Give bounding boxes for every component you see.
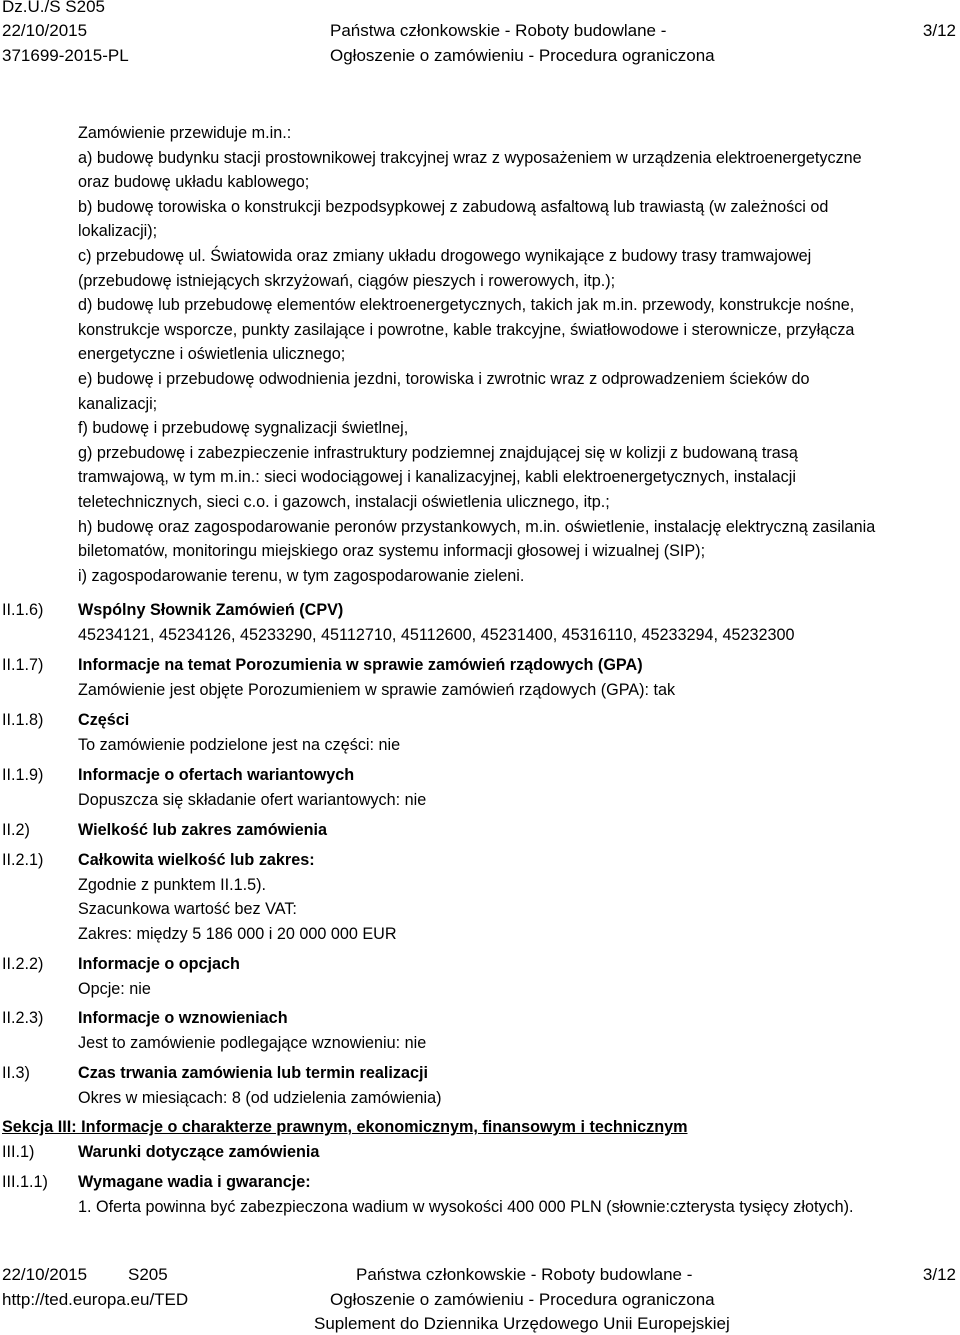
section-number: II.2.1) xyxy=(2,851,44,869)
section-cpv xyxy=(78,598,958,647)
scope-line: a) budowę budynku stacji prostownikowej trakcyjnej wraz z wyposażeniem w urządzenia elektroenergetyczne xyxy=(78,148,862,167)
section-number: II.1.9) xyxy=(2,766,44,784)
scope-line: oraz budowę układu kablowego; xyxy=(78,173,310,192)
footer-title-line3: Suplement do Dziennika Urzędowego Unii Europejskiej xyxy=(314,1314,730,1333)
section-duration xyxy=(78,1061,958,1110)
section-variants xyxy=(78,763,958,812)
section-number: II.2.3) xyxy=(2,1009,44,1027)
scope-line: energetyczne i oświetlenia ulicznego; xyxy=(78,345,346,364)
footer-url[interactable]: http://ted.europa.eu/TED xyxy=(2,1290,189,1309)
scope-line: b) budowę torowiska o konstrukcji bezpodsypkowej z zabudową asfaltową lub trawiastą (w zależności od xyxy=(78,197,829,216)
section-number: II.2) xyxy=(2,821,30,839)
document-id: 371699-2015-PL xyxy=(2,46,129,65)
section-lots xyxy=(78,708,958,757)
section-line: Okres w miesiącach: 8 (od udzielenia zamówienia) xyxy=(78,1088,442,1107)
scope-line: d) budowę lub przebudowę elementów elektroenergetycznych, takich jak m.in. przewody, konstrukcje nośne, xyxy=(78,296,855,315)
section-heading: Wspólny Słownik Zamówień (CPV) xyxy=(78,601,344,619)
section-number: II.1.7) xyxy=(2,656,44,674)
section-line: 45234121, 45234126, 45233290, 45112710, 45112600, 45231400, 45316110, 45233294, 45232300 xyxy=(78,625,795,644)
section-heading: Informacje o ofertach wariantowych xyxy=(78,766,355,784)
section-line: Jest to zamówienie podlegające wznowieniu: nie xyxy=(78,1033,427,1052)
section-renewals xyxy=(78,1006,958,1055)
header-title-line1: Państwa członkowskie - Roboty budowlane - xyxy=(330,21,667,40)
section-line: Dopuszcza się składanie ofert wariantowych: nie xyxy=(78,790,427,809)
section-line: To zamówienie podzielone jest na części: nie xyxy=(78,735,401,754)
scope-line: teletechnicznych, sieci c.o. i gazowch, instalacji oświetlenia ulicznego, itp.; xyxy=(78,492,610,511)
page-number: 3/12 xyxy=(922,21,956,40)
scope-description xyxy=(78,121,958,588)
scope-line: konstrukcje wsporcze, punkty zasilające i powrotne, kable trakcyjne, światłowodowe i sterownicze, przyłącza xyxy=(78,320,855,339)
scope-line: kanalizacji; xyxy=(78,394,158,413)
scope-line: Zamówienie przewiduje m.in.: xyxy=(78,124,292,142)
section-line: Szacunkowa wartość bez VAT: xyxy=(78,900,297,919)
section-heading: Części xyxy=(78,711,130,729)
section-number: II.1.6) xyxy=(2,601,44,619)
section-heading: Informacje o opcjach xyxy=(78,955,240,973)
section-heading: Wielkość lub zakres zamówienia xyxy=(78,821,328,839)
scope-line: i) zagospodarowanie terenu, w tym zagospodarowanie zieleni. xyxy=(78,566,525,585)
section-line: Zakres: między 5 186 000 i 20 000 000 EUR xyxy=(78,924,397,943)
section-heading: Informacje o wznowieniach xyxy=(78,1009,288,1027)
section-number: III.1.1) xyxy=(2,1173,48,1191)
section-quantity xyxy=(78,818,958,843)
footer-title-line2: Ogłoszenie o zamówieniu - Procedura ograniczona xyxy=(330,1290,715,1309)
section-heading: Czas trwania zamówienia lub termin realizacji xyxy=(78,1064,428,1082)
section-gpa xyxy=(78,653,958,702)
header-date: 22/10/2015 xyxy=(2,21,88,40)
footer-page-number: 3/12 xyxy=(922,1265,956,1284)
scope-line: tramwajową, w tym m.in.: sieci wodociągowej i kanalizacyjnej, kabli elektroenergetycznych, instalacji xyxy=(78,468,796,487)
scope-line: (przebudowę istniejących skrzyżowań, ciągów pieszych i rowerowych, itp.); xyxy=(78,271,616,290)
section-heading: Informacje na temat Porozumienia w sprawie zamówień rządowych (GPA) xyxy=(78,656,643,674)
section-heading: Warunki dotyczące zamówienia xyxy=(78,1143,320,1161)
scope-line: g) przebudowę i zabezpieczenie infrastruktury podziemnej znajdującej się w kolizji z budowaną trasą xyxy=(78,443,798,462)
section-number: II.2.2) xyxy=(2,955,44,973)
footer-title-line1: Państwa członkowskie - Roboty budowlane - xyxy=(356,1265,693,1284)
section-line: Zgodnie z punktem II.1.5). xyxy=(78,875,267,894)
section-line: Zamówienie jest objęte Porozumieniem w sprawie zamówień rządowych (GPA): tak xyxy=(78,680,676,699)
header-title-line2: Ogłoszenie o zamówieniu - Procedura ograniczona xyxy=(330,46,715,65)
section-line: Opcje: nie xyxy=(78,979,151,998)
section-line: 1. Oferta powinna być zabezpieczona wadium w wysokości 400 000 PLN (słownie:czterysta tysięcy złotych). xyxy=(78,1197,854,1216)
section-iii-title: Sekcja III: Informacje o charakterze prawnym, ekonomicznym, finansowym i technicznym xyxy=(2,1118,688,1136)
scope-line: biletomatów, monitoringu miejskiego oraz systemu informacji głosowej i wizualnej (SIP); xyxy=(78,542,706,561)
scope-line: e) budowę i przebudowę odwodnienia jezdni, torowiska i zwrotnic wraz z odprowadzeniem ścieków do xyxy=(78,369,810,388)
section-number: II.3) xyxy=(2,1064,30,1082)
journal-ref: Dz.U./S S205 xyxy=(2,0,105,16)
section-number: III.1) xyxy=(2,1143,35,1161)
scope-line: c) przebudowę ul. Światowida oraz zmiany układu drogowego wynikające z budowy trasy tramwajowej xyxy=(78,246,812,265)
section-deposits xyxy=(78,1170,958,1219)
scope-line: f) budowę i przebudowę sygnalizacji świetlnej, xyxy=(78,419,409,438)
section-options xyxy=(78,952,958,1001)
section-number: II.1.8) xyxy=(2,711,44,729)
footer-date: 22/10/2015 xyxy=(2,1265,88,1284)
section-heading: Całkowita wielkość lub zakres: xyxy=(78,851,315,869)
section-total-scope xyxy=(78,848,958,946)
scope-line: lokalizacji); xyxy=(78,222,158,241)
footer-issue: S205 xyxy=(128,1265,168,1284)
scope-line: h) budowę oraz zagospodarowanie peronów przystankowych, m.in. oświetlenie, instalację elektryczną zasilania xyxy=(78,517,876,536)
section-heading: Wymagane wadia i gwarancje: xyxy=(78,1173,311,1191)
